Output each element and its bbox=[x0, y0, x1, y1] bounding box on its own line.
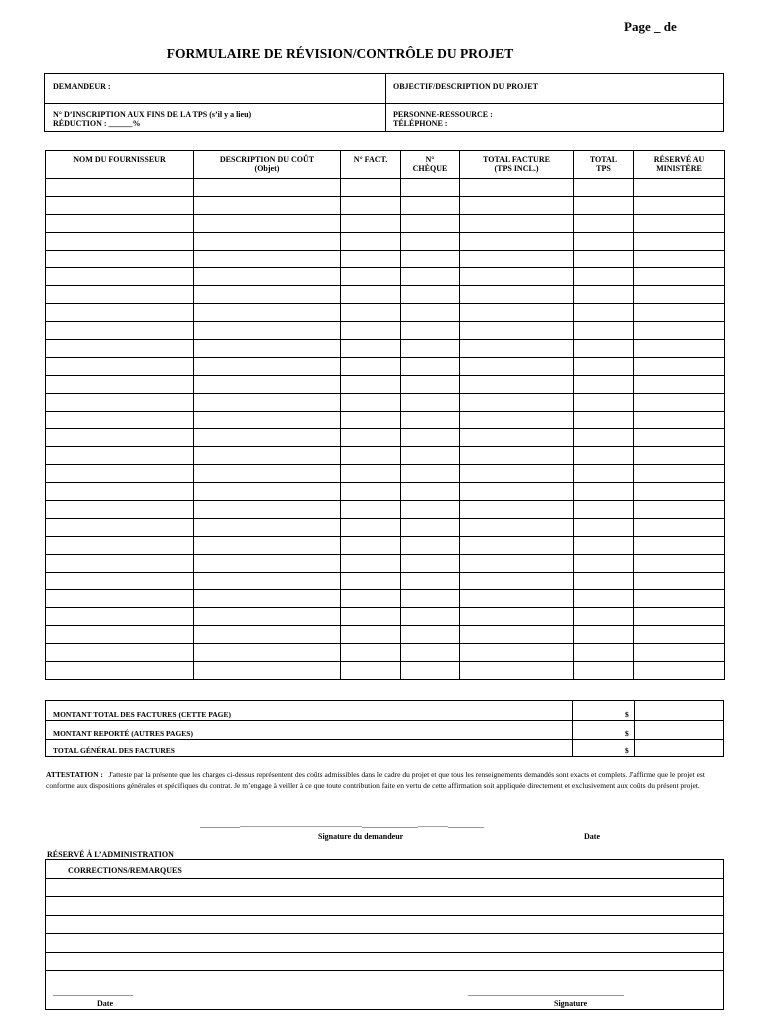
table-cell[interactable] bbox=[460, 572, 574, 590]
table-cell[interactable] bbox=[341, 304, 401, 322]
table-cell[interactable] bbox=[194, 304, 341, 322]
table-cell[interactable] bbox=[574, 286, 634, 304]
table-cell[interactable] bbox=[46, 357, 194, 375]
table-cell[interactable] bbox=[194, 501, 341, 519]
table-cell[interactable] bbox=[574, 536, 634, 554]
table-cell[interactable] bbox=[574, 322, 634, 340]
total-factures-input[interactable] bbox=[635, 701, 723, 719]
table-cell[interactable] bbox=[46, 268, 194, 286]
table-cell[interactable] bbox=[46, 644, 194, 662]
table-cell[interactable] bbox=[46, 483, 194, 501]
column-header: DESCRIPTION DU COÛT (Objet) bbox=[194, 151, 341, 179]
table-row bbox=[46, 214, 725, 232]
table-cell[interactable] bbox=[341, 572, 401, 590]
table-cell[interactable] bbox=[574, 644, 634, 662]
table-cell[interactable] bbox=[46, 214, 194, 232]
table-cell[interactable] bbox=[574, 268, 634, 286]
attestation-block bbox=[46, 770, 722, 791]
table-cell[interactable] bbox=[46, 501, 194, 519]
table-cell[interactable] bbox=[401, 357, 460, 375]
column-header: TOTAL TPS bbox=[574, 151, 634, 179]
table-cell[interactable] bbox=[634, 250, 725, 268]
table-cell[interactable] bbox=[460, 411, 574, 429]
table-row bbox=[46, 465, 725, 483]
table-cell[interactable] bbox=[401, 232, 460, 250]
table-cell[interactable] bbox=[574, 429, 634, 447]
table-cell[interactable] bbox=[341, 644, 401, 662]
table-cell[interactable] bbox=[460, 196, 574, 214]
currency-sign: $ bbox=[625, 710, 629, 719]
table-row bbox=[46, 554, 725, 572]
table-cell[interactable] bbox=[401, 501, 460, 519]
telephone-field[interactable]: TÉLÉPHONE : bbox=[393, 119, 448, 128]
table-cell[interactable] bbox=[194, 465, 341, 483]
table-cell[interactable] bbox=[634, 214, 725, 232]
table-row bbox=[46, 447, 725, 465]
table-cell[interactable] bbox=[341, 447, 401, 465]
table-cell[interactable] bbox=[634, 465, 725, 483]
table-cell[interactable] bbox=[460, 608, 574, 626]
table-cell[interactable] bbox=[634, 375, 725, 393]
table-cell[interactable] bbox=[401, 179, 460, 197]
table-cell[interactable] bbox=[194, 393, 341, 411]
inscription-tps-field[interactable]: N° D’INSCRIPTION AUX FINS DE LA TPS (s’il y a lieu) bbox=[53, 110, 252, 119]
table-cell[interactable] bbox=[46, 286, 194, 304]
table-cell[interactable] bbox=[634, 286, 725, 304]
table-cell[interactable] bbox=[46, 304, 194, 322]
table-cell[interactable] bbox=[401, 214, 460, 232]
table-cell[interactable] bbox=[401, 304, 460, 322]
table-cell[interactable] bbox=[574, 518, 634, 536]
table-row bbox=[46, 590, 725, 608]
table-cell[interactable] bbox=[46, 608, 194, 626]
table-cell[interactable] bbox=[634, 340, 725, 358]
table-cell[interactable] bbox=[574, 590, 634, 608]
admin-date-line[interactable]: ____________________ bbox=[53, 988, 133, 997]
table-cell[interactable] bbox=[194, 554, 341, 572]
montant-reporte-label: MONTANT REPORTÉ (AUTRES PAGES) bbox=[53, 729, 193, 738]
table-cell[interactable] bbox=[341, 286, 401, 304]
montant-reporte-input[interactable] bbox=[635, 721, 723, 738]
table-row bbox=[46, 232, 725, 250]
table-cell[interactable] bbox=[574, 357, 634, 375]
column-header: N° FACT. bbox=[341, 151, 401, 179]
table-cell[interactable] bbox=[460, 536, 574, 554]
remarks-line[interactable] bbox=[45, 970, 724, 971]
signature-line[interactable]: __________.............................................................______________..............._________ bbox=[200, 820, 484, 829]
table-cell[interactable] bbox=[634, 572, 725, 590]
table-row bbox=[46, 644, 725, 662]
table-cell[interactable] bbox=[401, 393, 460, 411]
signature-demandeur-label: Signature du demandeur bbox=[318, 832, 404, 841]
table-cell[interactable] bbox=[634, 357, 725, 375]
table-header-row bbox=[46, 151, 725, 179]
table-cell[interactable] bbox=[194, 626, 341, 644]
table-cell[interactable] bbox=[46, 626, 194, 644]
table-cell[interactable] bbox=[574, 232, 634, 250]
table-cell[interactable] bbox=[634, 429, 725, 447]
table-cell[interactable] bbox=[341, 232, 401, 250]
info-horizontal-divider bbox=[44, 103, 724, 104]
table-cell[interactable] bbox=[634, 483, 725, 501]
table-cell[interactable] bbox=[46, 340, 194, 358]
totals-divider-vertical bbox=[572, 700, 573, 757]
table-cell[interactable] bbox=[401, 411, 460, 429]
table-cell[interactable] bbox=[634, 662, 725, 680]
table-cell[interactable] bbox=[341, 590, 401, 608]
table-cell[interactable] bbox=[46, 429, 194, 447]
table-cell[interactable] bbox=[46, 465, 194, 483]
table-cell[interactable] bbox=[46, 662, 194, 680]
table-cell[interactable] bbox=[194, 214, 341, 232]
table-cell[interactable] bbox=[46, 179, 194, 197]
table-cell[interactable] bbox=[341, 375, 401, 393]
table-cell[interactable] bbox=[460, 232, 574, 250]
table-cell[interactable] bbox=[460, 393, 574, 411]
table-cell[interactable] bbox=[401, 518, 460, 536]
table-cell[interactable] bbox=[401, 447, 460, 465]
table-cell[interactable] bbox=[194, 644, 341, 662]
table-cell[interactable] bbox=[194, 411, 341, 429]
attestation-label: ATTESTATION : bbox=[46, 770, 103, 779]
table-cell[interactable] bbox=[341, 179, 401, 197]
table-row bbox=[46, 572, 725, 590]
admin-date-label: Date bbox=[97, 999, 113, 1008]
table-cell[interactable] bbox=[46, 393, 194, 411]
table-cell[interactable] bbox=[194, 447, 341, 465]
table-cell[interactable] bbox=[401, 644, 460, 662]
table-cell[interactable] bbox=[194, 322, 341, 340]
table-cell[interactable] bbox=[341, 483, 401, 501]
table-cell[interactable] bbox=[634, 447, 725, 465]
table-cell[interactable] bbox=[574, 250, 634, 268]
table-row bbox=[46, 662, 725, 680]
column-header: N° CHÈQUE bbox=[401, 151, 460, 179]
table-cell[interactable] bbox=[401, 662, 460, 680]
totals-divider-horizontal bbox=[45, 739, 724, 740]
remarks-line[interactable] bbox=[45, 878, 724, 879]
table-cell[interactable] bbox=[341, 554, 401, 572]
table-cell[interactable] bbox=[194, 375, 341, 393]
table-cell[interactable] bbox=[401, 536, 460, 554]
table-cell[interactable] bbox=[194, 357, 341, 375]
table-cell[interactable] bbox=[634, 322, 725, 340]
table-cell[interactable] bbox=[341, 536, 401, 554]
table-cell[interactable] bbox=[46, 590, 194, 608]
table-cell[interactable] bbox=[634, 179, 725, 197]
table-row bbox=[46, 429, 725, 447]
table-row bbox=[46, 304, 725, 322]
table-cell[interactable] bbox=[574, 411, 634, 429]
table-cell[interactable] bbox=[194, 662, 341, 680]
table-cell[interactable] bbox=[194, 608, 341, 626]
table-cell[interactable] bbox=[341, 501, 401, 519]
table-row bbox=[46, 483, 725, 501]
table-cell[interactable] bbox=[341, 357, 401, 375]
table-cell[interactable] bbox=[341, 626, 401, 644]
table-cell[interactable] bbox=[46, 375, 194, 393]
table-cell[interactable] bbox=[341, 322, 401, 340]
table-cell[interactable] bbox=[46, 572, 194, 590]
table-cell[interactable] bbox=[634, 393, 725, 411]
total-general-input[interactable] bbox=[635, 740, 723, 756]
admin-section-title: RÉSERVÉ À L’ADMINISTRATION bbox=[47, 850, 174, 859]
table-row bbox=[46, 518, 725, 536]
form-title: FORMULAIRE DE RÉVISION/CONTRÔLE DU PROJET bbox=[166, 46, 514, 61]
table-cell[interactable] bbox=[194, 196, 341, 214]
table-cell[interactable] bbox=[460, 590, 574, 608]
objectif-field[interactable]: OBJECTIF/DESCRIPTION DU PROJET bbox=[393, 82, 538, 91]
table-cell[interactable] bbox=[46, 250, 194, 268]
table-cell[interactable] bbox=[634, 608, 725, 626]
table-cell[interactable] bbox=[401, 429, 460, 447]
table-cell[interactable] bbox=[341, 465, 401, 483]
table-cell[interactable] bbox=[341, 214, 401, 232]
table-cell[interactable] bbox=[46, 411, 194, 429]
column-header: TOTAL FACTURE (TPS INCL.) bbox=[460, 151, 574, 179]
table-cell[interactable] bbox=[194, 572, 341, 590]
table-cell[interactable] bbox=[194, 179, 341, 197]
table-cell[interactable] bbox=[574, 447, 634, 465]
table-cell[interactable] bbox=[401, 483, 460, 501]
table-cell[interactable] bbox=[574, 554, 634, 572]
table-cell[interactable] bbox=[460, 304, 574, 322]
table-cell[interactable] bbox=[401, 250, 460, 268]
table-cell[interactable] bbox=[634, 554, 725, 572]
remarks-line[interactable] bbox=[45, 915, 724, 916]
table-cell[interactable] bbox=[574, 626, 634, 644]
table-cell[interactable] bbox=[401, 268, 460, 286]
admin-signature-label: Signature bbox=[554, 999, 588, 1008]
table-row bbox=[46, 411, 725, 429]
expense-table bbox=[45, 150, 725, 680]
table-cell[interactable] bbox=[401, 196, 460, 214]
table-cell[interactable] bbox=[574, 340, 634, 358]
table-cell[interactable] bbox=[46, 536, 194, 554]
corrections-label: CORRECTIONS/REMARQUES bbox=[68, 866, 182, 875]
table-cell[interactable] bbox=[460, 375, 574, 393]
table-cell[interactable] bbox=[401, 465, 460, 483]
table-cell[interactable] bbox=[634, 626, 725, 644]
table-cell[interactable] bbox=[574, 483, 634, 501]
table-cell[interactable] bbox=[194, 590, 341, 608]
table-cell[interactable] bbox=[574, 608, 634, 626]
table-row bbox=[46, 196, 725, 214]
table-cell[interactable] bbox=[341, 196, 401, 214]
table-cell[interactable] bbox=[634, 536, 725, 554]
table-cell[interactable] bbox=[401, 608, 460, 626]
remarks-line[interactable] bbox=[45, 933, 724, 934]
table-cell[interactable] bbox=[460, 447, 574, 465]
table-cell[interactable] bbox=[401, 572, 460, 590]
table-cell[interactable] bbox=[574, 501, 634, 519]
attestation-text: J'atteste par la présente que les charges ci-dessus représentent des coûts admissibles dans le cadre du projet et que tous les renseignements demandés sont exacts et complets. J'affirme que le projet est conforme aux dispositions générales et spécifiques du contrat. Je m’engage à veiller à ce que toute contribution faite en vertu de cette affirmation soit appliquée directement et exclusivement aux coûts du présent projet. bbox=[46, 770, 705, 790]
table-row bbox=[46, 268, 725, 286]
table-cell[interactable] bbox=[341, 518, 401, 536]
table-cell[interactable] bbox=[634, 268, 725, 286]
remarks-line[interactable] bbox=[45, 952, 724, 953]
table-cell[interactable] bbox=[341, 340, 401, 358]
table-cell[interactable] bbox=[194, 518, 341, 536]
table-cell[interactable] bbox=[401, 375, 460, 393]
table-cell[interactable] bbox=[341, 250, 401, 268]
table-cell[interactable] bbox=[460, 357, 574, 375]
column-header: RÉSERVÉ AU MINISTÈRE bbox=[634, 151, 725, 179]
table-cell[interactable] bbox=[574, 179, 634, 197]
signature-date-label: Date bbox=[584, 832, 600, 841]
table-cell[interactable] bbox=[401, 340, 460, 358]
table-cell[interactable] bbox=[460, 250, 574, 268]
table-cell[interactable] bbox=[460, 179, 574, 197]
table-cell[interactable] bbox=[460, 518, 574, 536]
table-cell[interactable] bbox=[341, 429, 401, 447]
table-cell[interactable] bbox=[460, 465, 574, 483]
demandeur-field[interactable]: DEMANDEUR : bbox=[53, 82, 111, 91]
table-cell[interactable] bbox=[401, 590, 460, 608]
table-cell[interactable] bbox=[634, 590, 725, 608]
table-cell[interactable] bbox=[341, 608, 401, 626]
table-row bbox=[46, 340, 725, 358]
table-cell[interactable] bbox=[194, 268, 341, 286]
table-cell[interactable] bbox=[574, 196, 634, 214]
column-header: NOM DU FOURNISSEUR bbox=[46, 151, 194, 179]
total-factures-label: MONTANT TOTAL DES FACTURES (CETTE PAGE) bbox=[53, 710, 232, 719]
table-cell[interactable] bbox=[341, 393, 401, 411]
table-cell[interactable] bbox=[574, 572, 634, 590]
table-cell[interactable] bbox=[341, 411, 401, 429]
table-cell[interactable] bbox=[46, 554, 194, 572]
table-cell[interactable] bbox=[634, 411, 725, 429]
table-row bbox=[46, 322, 725, 340]
totals-divider-horizontal bbox=[45, 720, 724, 721]
table-cell[interactable] bbox=[46, 196, 194, 214]
total-general-label: TOTAL GÉNÉRAL DES FACTURES bbox=[53, 746, 175, 755]
table-row bbox=[46, 536, 725, 554]
table-cell[interactable] bbox=[460, 322, 574, 340]
table-row bbox=[46, 286, 725, 304]
table-cell[interactable] bbox=[574, 393, 634, 411]
table-cell[interactable] bbox=[401, 286, 460, 304]
table-cell[interactable] bbox=[634, 232, 725, 250]
table-cell[interactable] bbox=[460, 286, 574, 304]
table-cell[interactable] bbox=[574, 465, 634, 483]
table-cell[interactable] bbox=[460, 340, 574, 358]
table-row bbox=[46, 626, 725, 644]
table-row bbox=[46, 250, 725, 268]
table-cell[interactable] bbox=[634, 196, 725, 214]
page-number-label: Page _ de bbox=[624, 19, 677, 34]
table-cell[interactable] bbox=[460, 554, 574, 572]
table-row bbox=[46, 501, 725, 519]
table-cell[interactable] bbox=[574, 662, 634, 680]
table-cell[interactable] bbox=[574, 375, 634, 393]
table-cell[interactable] bbox=[194, 232, 341, 250]
personne-ressource-field[interactable]: PERSONNE-RESSOURCE : bbox=[393, 110, 493, 119]
table-cell[interactable] bbox=[194, 483, 341, 501]
table-row bbox=[46, 393, 725, 411]
table-cell[interactable] bbox=[634, 501, 725, 519]
table-row bbox=[46, 179, 725, 197]
currency-sign: $ bbox=[625, 729, 629, 738]
table-cell[interactable] bbox=[401, 626, 460, 644]
table-cell[interactable] bbox=[341, 268, 401, 286]
table-cell[interactable] bbox=[460, 626, 574, 644]
currency-sign: $ bbox=[625, 746, 629, 755]
table-row bbox=[46, 357, 725, 375]
remarks-line[interactable] bbox=[45, 896, 724, 897]
table-cell[interactable] bbox=[194, 286, 341, 304]
table-cell[interactable] bbox=[574, 304, 634, 322]
table-cell[interactable] bbox=[46, 322, 194, 340]
table-cell[interactable] bbox=[460, 429, 574, 447]
table-cell[interactable] bbox=[194, 340, 341, 358]
table-cell[interactable] bbox=[341, 662, 401, 680]
table-cell[interactable] bbox=[634, 304, 725, 322]
table-cell[interactable] bbox=[574, 214, 634, 232]
table-cell[interactable] bbox=[194, 250, 341, 268]
table-cell[interactable] bbox=[401, 322, 460, 340]
table-cell[interactable] bbox=[194, 536, 341, 554]
table-cell[interactable] bbox=[460, 214, 574, 232]
table-cell[interactable] bbox=[460, 644, 574, 662]
table-cell[interactable] bbox=[194, 429, 341, 447]
table-cell[interactable] bbox=[634, 518, 725, 536]
table-row bbox=[46, 375, 725, 393]
table-row bbox=[46, 608, 725, 626]
reduction-field[interactable]: RÉDUCTION : ______% bbox=[53, 119, 141, 128]
table-cell[interactable] bbox=[460, 483, 574, 501]
table-cell[interactable] bbox=[460, 268, 574, 286]
table-cell[interactable] bbox=[634, 644, 725, 662]
table-cell[interactable] bbox=[460, 662, 574, 680]
admin-signature-line[interactable]: _______________________________________ bbox=[468, 988, 624, 997]
table-cell[interactable] bbox=[460, 501, 574, 519]
table-cell[interactable] bbox=[46, 447, 194, 465]
table-cell[interactable] bbox=[401, 554, 460, 572]
table-cell[interactable] bbox=[46, 232, 194, 250]
table-cell[interactable] bbox=[46, 518, 194, 536]
